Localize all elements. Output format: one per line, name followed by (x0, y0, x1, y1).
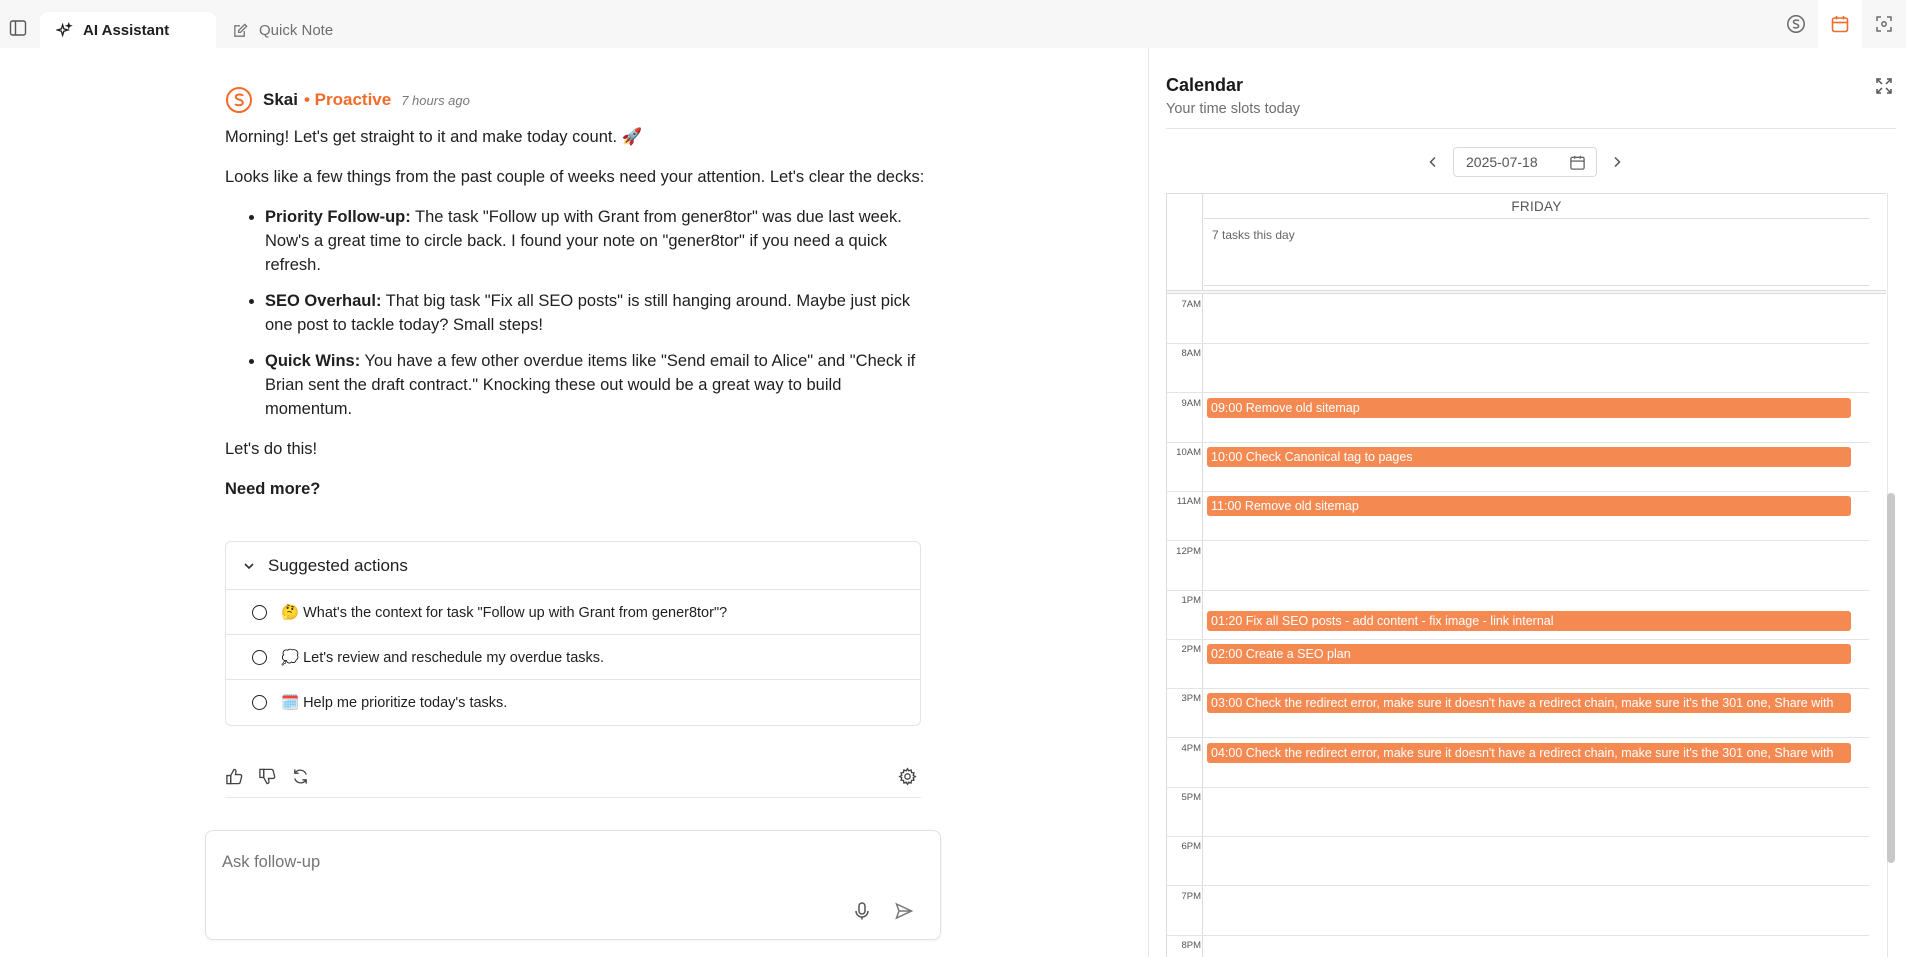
tab-label: Quick Note (259, 21, 334, 39)
hour-label: 7PM (1181, 890, 1201, 902)
date-value: 2025-07-18 (1466, 154, 1538, 170)
intro-text: Looks like a few things from the past couple of weeks need your attention. Let's clear the decks: (225, 168, 925, 186)
suggested-action-label: 💭 Let's review and reschedule my overdue tasks. (281, 649, 605, 666)
expand-icon[interactable] (1874, 76, 1894, 96)
suggested-actions-toggle[interactable] (226, 542, 920, 590)
hour-label: 8PM (1181, 939, 1201, 951)
calendar-event[interactable]: 03:00 Check the redirect error, make sure it doesn't have a redirect chain, make sure it's the 301 one, Share with (1207, 693, 1851, 713)
hour-label: 4PM (1181, 742, 1201, 754)
suggested-action-label: 🗓️ Help me prioritize today's tasks. (281, 695, 508, 711)
suggested-actions (225, 541, 921, 726)
message-header (225, 86, 470, 114)
suggested-action-item[interactable] (226, 590, 920, 635)
top-right-actions (1774, 0, 1906, 48)
calendar-event[interactable]: 11:00 Remove old sitemap (1207, 496, 1851, 516)
gear-icon[interactable] (898, 767, 917, 786)
hour-row[interactable] (1167, 887, 1869, 936)
chevron-left-icon[interactable] (1425, 154, 1441, 170)
hour-label: 10AM (1176, 446, 1201, 458)
radio-icon (252, 605, 267, 620)
list-item (265, 349, 925, 421)
calendar-event[interactable]: 01:20 Fix all SEO posts - add content - fix image - link internal (1207, 611, 1851, 631)
need-more-heading: Need more? (225, 480, 321, 498)
chevron-right-icon[interactable] (1609, 154, 1625, 170)
calendar-icon (1830, 14, 1850, 34)
skai-button[interactable] (1774, 0, 1818, 48)
all-day-section (1204, 220, 1869, 286)
focus-icon (1874, 14, 1894, 34)
calendar-icon (1569, 154, 1586, 171)
hour-label: 8AM (1181, 348, 1201, 360)
calendar-event[interactable]: 02:00 Create a SEO plan (1207, 644, 1851, 664)
bullet-title: SEO Overhaul: (265, 292, 382, 310)
hour-label: 5PM (1181, 792, 1201, 803)
sender-mode: • Proactive (303, 90, 392, 109)
hour-label: 7AM (1181, 299, 1201, 310)
hour-row[interactable] (1167, 936, 1869, 957)
suggested-actions-title: Suggested actions (268, 555, 408, 575)
bullet-text: You have a few other overdue items like "Send email to Alice" and "Check if Brian sent the draft contract." Knocking these out would be a great way to build momentum. (265, 352, 916, 418)
chat-panel (0, 48, 1148, 957)
suggested-action-item[interactable] (226, 680, 920, 725)
hour-row[interactable] (1167, 788, 1869, 837)
hour-row[interactable] (1167, 344, 1869, 393)
composer (205, 830, 941, 940)
all-day-summary: 7 tasks this day (1212, 228, 1295, 242)
hour-label: 11AM (1176, 496, 1201, 508)
hour-label: 2PM (1181, 644, 1201, 656)
message-body (225, 125, 925, 517)
hour-label: 9AM (1181, 397, 1201, 409)
message-time: 7 hours ago (401, 92, 470, 108)
bullet-title: Priority Follow-up: (265, 208, 411, 226)
skai-avatar-icon (225, 86, 253, 114)
suggested-action-label: 🤔 What's the context for task "Follow up with Grant from gener8tor"? (281, 604, 728, 621)
regenerate-icon[interactable] (291, 767, 310, 786)
feedback-bar (225, 756, 921, 798)
date-picker[interactable] (1453, 147, 1597, 177)
scrollbar-thumb[interactable] (1887, 493, 1895, 863)
tab-ai-assistant[interactable] (40, 12, 216, 48)
list-item (265, 289, 925, 337)
divider (1166, 128, 1896, 129)
sidebar-toggle-icon[interactable] (9, 19, 27, 37)
bullet-title: Quick Wins: (265, 352, 361, 370)
day-header: FRIDAY (1204, 194, 1869, 219)
hour-label: 1PM (1181, 594, 1201, 606)
microphone-icon[interactable] (852, 901, 872, 921)
hour-row[interactable] (1167, 542, 1869, 591)
skai-logo-icon (1786, 14, 1806, 34)
thumbs-down-icon[interactable] (258, 767, 277, 786)
hour-row[interactable] (1167, 295, 1869, 344)
bullet-list (225, 205, 925, 421)
focus-button[interactable] (1862, 0, 1906, 48)
suggested-action-item[interactable] (226, 635, 920, 680)
calendar-event[interactable]: 04:00 Check the redirect error, make sure it doesn't have a redirect chain, make sure it's the 301 one, Share with (1207, 743, 1851, 763)
send-icon[interactable] (894, 901, 914, 921)
hour-label: 6PM (1181, 841, 1201, 853)
list-item (265, 205, 925, 277)
calendar-subtitle: Your time slots today (1166, 101, 1301, 117)
bullet-text: That big task "Fix all SEO posts" is still hanging around. Maybe just pick one post to tackle today? Small steps! (265, 292, 911, 334)
ask-follow-up-input[interactable] (222, 853, 822, 872)
bullet-text: The task "Follow up with Grant from gener8tor" was due last week. Now's a great time to circle back. I found your note on "gener8tor" if you need a quick refresh. (265, 208, 902, 274)
calendar-event[interactable]: 09:00 Remove old sitemap (1207, 398, 1851, 418)
hour-row[interactable] (1167, 837, 1869, 886)
calendar-event[interactable]: 10:00 Check Canonical tag to pages (1207, 447, 1851, 467)
top-bar (0, 0, 1906, 48)
calendar-title: Calendar (1166, 75, 1244, 95)
all-day-separator (1167, 290, 1886, 294)
sender-name: Skai (263, 90, 298, 109)
thumbs-up-icon[interactable] (225, 767, 244, 786)
tab-label: AI Assistant (83, 21, 170, 39)
calendar-panel (1148, 48, 1906, 957)
sparkle-icon (56, 22, 73, 39)
tab-quick-note[interactable] (216, 12, 353, 48)
greeting-text: Morning! Let's get straight to it and make today count. 🚀 (225, 128, 643, 146)
calendar-toggle-button[interactable] (1818, 0, 1862, 48)
calendar-scrollbar[interactable] (1887, 193, 1901, 957)
chevron-down-icon (242, 559, 256, 573)
day-grid (1166, 193, 1886, 957)
note-edit-icon (232, 22, 249, 39)
hour-label: 3PM (1181, 693, 1201, 705)
outro-text: Let's do this! (225, 440, 318, 458)
radio-icon (252, 650, 267, 665)
hour-label: 12PM (1176, 545, 1201, 557)
radio-icon (252, 695, 267, 710)
date-navigator (1425, 147, 1625, 177)
